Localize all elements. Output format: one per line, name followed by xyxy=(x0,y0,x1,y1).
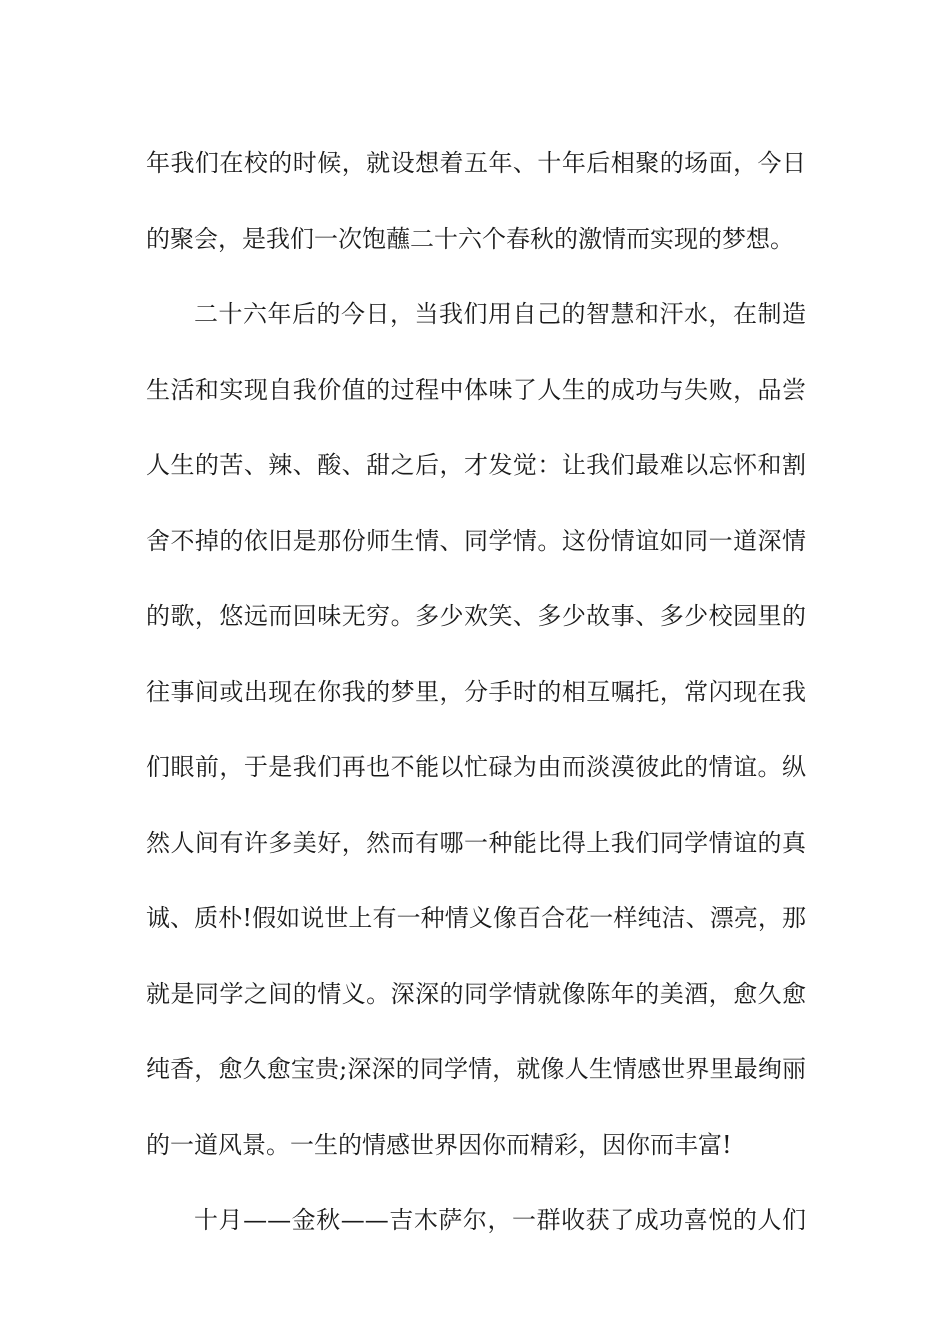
body-text xyxy=(146,126,806,1259)
text-line: 人生的苦、辣、酸、甜之后，才发觉：让我们最难以忘怀和割 xyxy=(146,451,806,479)
text-line: 然人间有许多美好，然而有哪一种能比得上我们同学情谊的真 xyxy=(146,828,806,857)
text-line: 就是同学之间的情义。深深的同学情就像陈年的美酒，愈久愈 xyxy=(146,979,806,1008)
text-line: 们眼前，于是我们再也不能以忙碌为由而淡漠彼此的情谊。纵 xyxy=(146,753,806,781)
text-line: 生活和实现自我价值的过程中体味了人生的成功与失败，品尝 xyxy=(146,375,806,404)
text-line: 往事间或出现在你我的梦里，分手时的相互嘱托，常闪现在我 xyxy=(146,677,806,706)
text-line: 年我们在校的时候，就设想着五年、十年后相聚的场面，今日 xyxy=(146,149,806,177)
paragraph-start-line: 二十六年后的今日，当我们用自己的智慧和汗水，在制造 xyxy=(194,300,806,328)
paragraph-start-line: 十月——金秋——吉木萨尔，一群收获了成功喜悦的人们 xyxy=(194,1206,806,1234)
text-line: 诚、质朴!假如说世上有一种情义像百合花一样纯洁、漂亮，那 xyxy=(146,904,806,932)
text-line: 纯香，愈久愈宝贵;深深的同学情，就像人生情感世界里最绚丽 xyxy=(146,1055,806,1083)
text-line: 的歌，悠远而回味无穷。多少欢笑、多少故事、多少校园里的 xyxy=(146,602,806,630)
text-line: 的一道风景。一生的情感世界因你而精彩，因你而丰富! xyxy=(146,1130,732,1159)
text-line: 舍不掉的依旧是那份师生情、同学情。这份情谊如同一道深情 xyxy=(146,526,806,555)
text-line: 的聚会，是我们一次饱蘸二十六个春秋的激情而实现的梦想。 xyxy=(146,224,794,253)
